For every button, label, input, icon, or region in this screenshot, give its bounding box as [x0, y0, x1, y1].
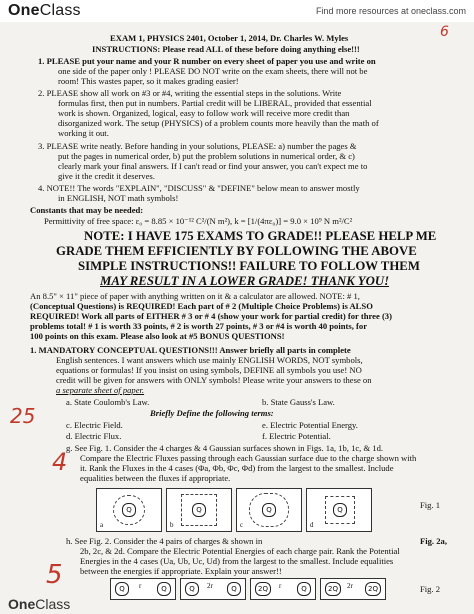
- question-1-line-1: 1. MANDATORY CONCEPTUAL QUESTIONS!!! Answer briefly all parts in complete: [30, 345, 351, 355]
- fig-2c: [250, 578, 316, 600]
- policy-line-1: An 8.5" × 11" piece of paper with anything written on it & a calculator are allowed. NOTE: # 1,: [30, 291, 360, 301]
- handwritten-corner-mark: 6: [440, 24, 449, 40]
- part-g-line-3: it. Rank the Fluxes in the 4 cases (Φa, Φb, Φc, Φd) from the largest to the smallest. Include: [80, 463, 394, 473]
- charge-2q-right: 2Q: [365, 582, 381, 596]
- fig-1a: [96, 488, 162, 532]
- policy-line-2: (Conceptual Questions) is REQUIRED! Each part of # 2 (Multiple Choice Problems) is ALSO: [30, 301, 373, 311]
- instruction-3-line-3: clearly mark your final answers. If I can't read or find your answer, you can't expect me to: [58, 161, 368, 171]
- question-1-line-3: equations or formulas! If you insist on using symbols, DEFINE all symbols you use! NO: [56, 365, 362, 375]
- part-a: a. State Coulomb's Law.: [66, 397, 150, 407]
- instruction-1-line-2: one side of the paper only ! PLEASE DO NOT write on the exam sheets, there will not be: [58, 66, 368, 76]
- fig-label-a: a: [100, 521, 104, 529]
- instruction-2-line-1: 2. PLEASE show all work on #3 or #4, writing the essential steps in the solutions. Write: [38, 88, 342, 98]
- fig-label-c: c: [240, 521, 244, 529]
- instruction-4-line-2: in ENGLISH, NOT math symbols!: [58, 193, 179, 203]
- handwritten-score-5: 5: [46, 560, 63, 590]
- part-g-line-1: g. See Fig. 1. Consider the 4 charges & 4 Gaussian surfaces shown in Figs. 1a, 1b, 1c, & 1d.: [66, 443, 384, 453]
- instruction-4-line-1: 4. NOTE!! The words "EXPLAIN", "DISCUSS" & "DEFINE" below mean to answer mostly: [38, 183, 360, 193]
- charge-q: Q: [122, 503, 136, 517]
- charge-q: Q: [333, 503, 347, 517]
- separation-r: r: [279, 582, 282, 590]
- charge-q: Q: [262, 503, 276, 517]
- fig-2-caption: Fig. 2: [420, 584, 441, 594]
- part-d: d. Electric Flux.: [66, 431, 122, 441]
- instruction-1-line-1: 1. PLEASE put your name and your R number on every sheet of paper you use and write on: [38, 56, 376, 66]
- define-heading: Briefly Define the following terms:: [150, 408, 274, 418]
- oneclass-logo[interactable]: [8, 2, 81, 20]
- instruction-3-line-4: give it the credit it deserves.: [58, 171, 155, 181]
- header-tagline[interactable]: Find more resources at oneclass.com: [315, 6, 466, 16]
- charge-q-right: Q: [297, 582, 311, 596]
- charge-q-right: Q: [157, 582, 171, 596]
- charge-q-left: Q: [185, 582, 199, 596]
- fig-label-b: b: [170, 521, 174, 529]
- charge-q-right: Q: [227, 582, 241, 596]
- part-g-line-2: Compare the Electric Fluxes passing through each Gaussian surface due to the charge shown with: [80, 453, 417, 463]
- policy-line-4: problems total! # 1 is worth 33 points, # 2 is worth 27 points, # 3 or #4 is worth 40 points, for: [30, 321, 368, 331]
- separation-r: r: [139, 582, 142, 590]
- part-c: c. Electric Field.: [66, 420, 123, 430]
- instruction-3-line-2: put the pages in numerical order, b) put the problem solutions in numerical order, & c): [58, 151, 355, 161]
- separation-2r: 2r: [207, 582, 213, 590]
- note-line-4: MAY RESULT IN A LOWER GRADE! THANK YOU!: [100, 274, 390, 288]
- logo-one: One: [8, 2, 40, 19]
- instruction-2-line-3: work is shown. Organized, logical, easy to follow work will receive more credit than: [58, 108, 350, 118]
- part-h-line-4: between the energies if appropriate. Explain your answer!!: [80, 566, 282, 576]
- part-e: e. Electric Potential Energy.: [262, 420, 358, 430]
- charge-2q-left: 2Q: [325, 582, 341, 596]
- part-b: b. State Gauss's Law.: [262, 397, 335, 407]
- instructions-heading: INSTRUCTIONS: Please read ALL of these before doing anything else!!!: [92, 44, 360, 54]
- note-line-1: NOTE: I HAVE 175 EXAMS TO GRADE!! PLEASE HELP ME: [84, 229, 437, 243]
- fig-2a-caption: Fig. 2a,: [420, 536, 447, 546]
- fig-2b: [180, 578, 246, 600]
- instruction-2-line-4: disorganized work. The setup (PHYSICS) of a problem counts more heavily than the math of: [58, 118, 379, 128]
- part-h-line-1: h. See Fig. 2. Consider the 4 pairs of charges & shown in: [66, 536, 263, 546]
- handwritten-score-25: 25: [10, 404, 36, 428]
- handwritten-score-4: 4: [52, 448, 68, 476]
- constants-heading: Constants that may be needed:: [30, 205, 144, 215]
- part-h-line-2: 2b, 2c, & 2d. Compare the Electric Potential Energies of each charge pair. Rank the Potential: [80, 546, 400, 556]
- part-f: f. Electric Potential.: [262, 431, 331, 441]
- note-line-3: SIMPLE INSTRUCTIONS!! FAILURE TO FOLLOW THEM: [78, 259, 420, 273]
- fig-label-d: d: [310, 521, 314, 529]
- instruction-2-line-2: formulas first, then put in numbers. Partial credit will be LIBERAL, provided that essential: [58, 98, 372, 108]
- fig-1c: [236, 488, 302, 532]
- fig-1b: [166, 488, 232, 532]
- oneclass-footer-logo[interactable]: [8, 596, 70, 612]
- constants-line: Permittivity of free space: ε₀ = 8.85 × 10⁻¹² C²/(N m²), k = [1/(4πε₀)] = 9.0 × 10⁹ N m²/C²: [44, 216, 353, 226]
- instruction-1-line-3: room! This wastes paper, so it makes grading easier!: [58, 76, 239, 86]
- instruction-2-line-5: working it out.: [58, 128, 109, 138]
- fig-1-caption: Fig. 1: [420, 500, 441, 510]
- part-h-line-3: Energies in the 4 cases (Ua, Ub, Uc, Ud) from the largest to the smallest. Include equalities: [80, 556, 394, 566]
- question-1-line-5: a separate sheet of paper.: [56, 385, 145, 395]
- fig-2d: [320, 578, 386, 600]
- note-line-2: GRADE THEM EFFICIENTLY BY FOLLOWING THE ABOVE: [56, 244, 417, 258]
- part-g-line-4: equalities between the fluxes if appropriate.: [80, 473, 231, 483]
- charge-q: Q: [192, 503, 206, 517]
- charge-q-left: Q: [115, 582, 129, 596]
- instruction-3-line-1: 3. PLEASE write neatly. Before handing in your solutions, PLEASE: a) number the pages &: [38, 141, 357, 151]
- oneclass-header: [0, 0, 474, 22]
- question-1-line-2: English sentences. I want answers which use mainly ENGLISH WORDS, NOT symbols,: [56, 355, 363, 365]
- footer-logo-one: One: [8, 596, 36, 612]
- charge-2q-left: 2Q: [255, 582, 271, 596]
- fig-2a: [110, 578, 176, 600]
- fig-1d: [306, 488, 372, 532]
- question-1-line-4: credit will be given for answers with ONLY symbols! Please write your answers to these on: [56, 375, 372, 385]
- exam-title: EXAM 1, PHYSICS 2401, October 1, 2014, Dr. Charles W. Myles: [110, 33, 349, 43]
- policy-line-3: REQUIRED! Work all parts of EITHER # 3 or # 4 (show your work for partial credit) for three (3): [30, 311, 392, 321]
- footer-logo-class: Class: [35, 596, 71, 612]
- logo-class: Class: [39, 2, 81, 19]
- policy-line-5: 100 points on this exam. Please also look at #5 BONUS QUESTIONS!: [30, 331, 285, 341]
- separation-2r: 2r: [347, 582, 353, 590]
